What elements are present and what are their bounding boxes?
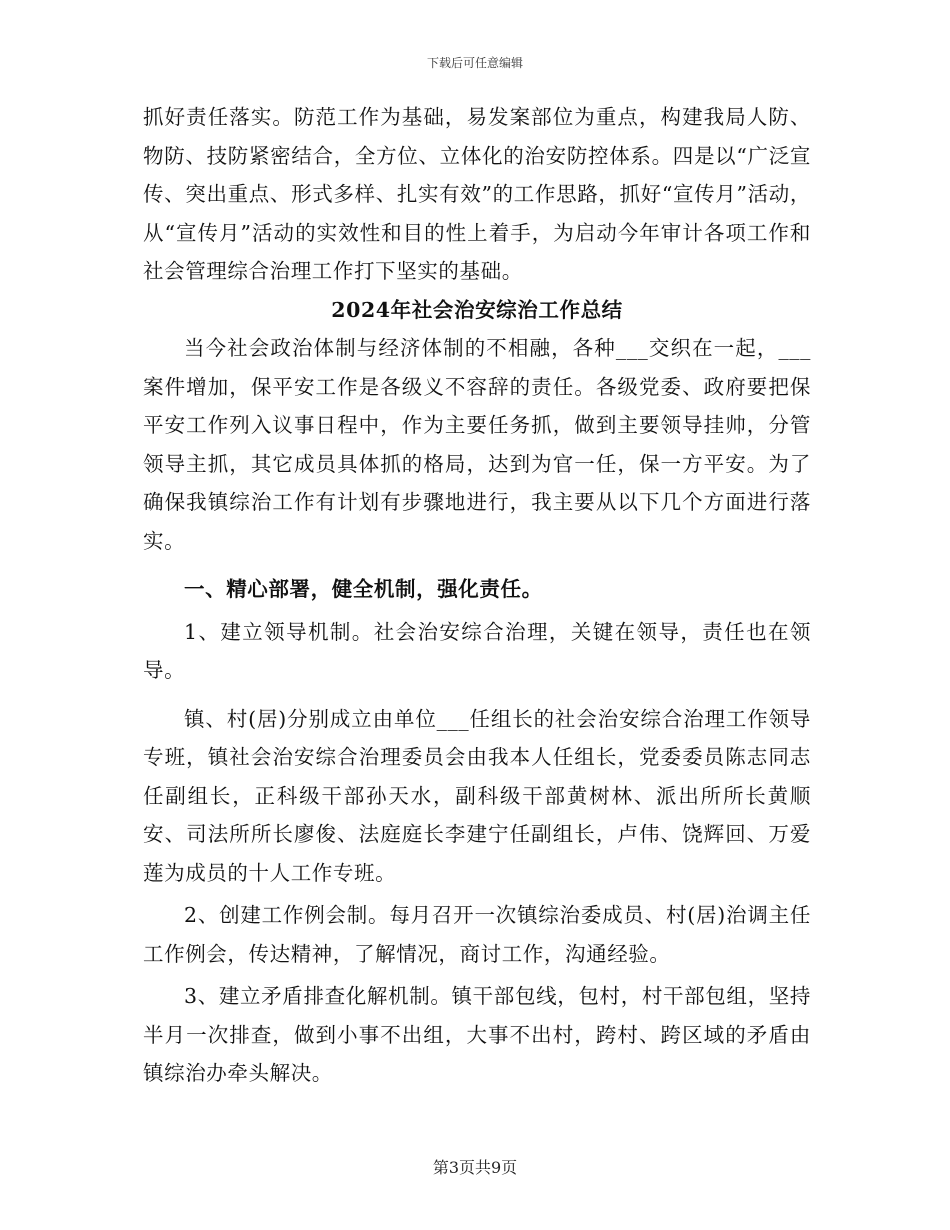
document-body (143, 98, 811, 1093)
page-number: 第3页共9页 (432, 1158, 518, 1177)
header-note: 下载后可任意编辑 (426, 56, 523, 70)
document-title: 2024年社会治安综治工作总结 (331, 297, 623, 322)
section-1-heading: 一、精心部署，健全机制，强化责任。 (184, 577, 543, 601)
item-2: 2、创建工作例会制。每月召开一次镇综治委成员、村(居)治调主任工作例会，传达精神，了解情况，商讨工作，沟通经验。 (143, 903, 811, 966)
item-1-detail: 镇、村(居)分别成立由单位___任组长的社会治安综合治理工作领导专班，镇社会治安综合治理委员会由我本人任组长，党委委员陈志同志任副组长，正科级干部孙天水，副科级干部黄树林、派出所所长黄顺安、司法所所长廖俊、法庭庭长李建宁任副组长，卢伟、饶辉回、万爱莲为成员的十人工作专班。 (143, 706, 811, 885)
paragraph-1: 当今社会政治体制与经济体制的不相融，各种___交织在一起，___案件增加，保平安工作是各级义不容辞的责任。各级党委、政府要把保平安工作列入议事日程中，作为主要任务抓，做到主要领导挂帅，分管领导主抓，其它成员具体抓的格局，达到为官一任，保一方平安。为了确保我镇综治工作有计划有步骤地进行，我主要从以下几个方面进行落实。 (143, 336, 811, 553)
item-3: 3、建立矛盾排查化解机制。镇干部包线，包村，村干部包组，坚持半月一次排查，做到小事不出组，大事不出村，跨村、跨区域的矛盾由镇综治办牵头解决。 (143, 984, 811, 1085)
item-1: 1、建立领导机制。社会治安综合治理，关键在领导，责任也在领导。 (143, 619, 811, 682)
intro-paragraph: 抓好责任落实。防范工作为基础，易发案部位为重点，构建我局人防、物防、技防紧密结合，全方位、立体化的治安防控体系。四是以“广泛宣传、突出重点、形式多样、扎实有效”的工作思路，抓好“宣传月”活动，从“宣传月”活动的实效性和目的性上着手，为启动今年审计各项工作和社会管理综合治理工作打下坚实的基础。 (143, 105, 811, 283)
